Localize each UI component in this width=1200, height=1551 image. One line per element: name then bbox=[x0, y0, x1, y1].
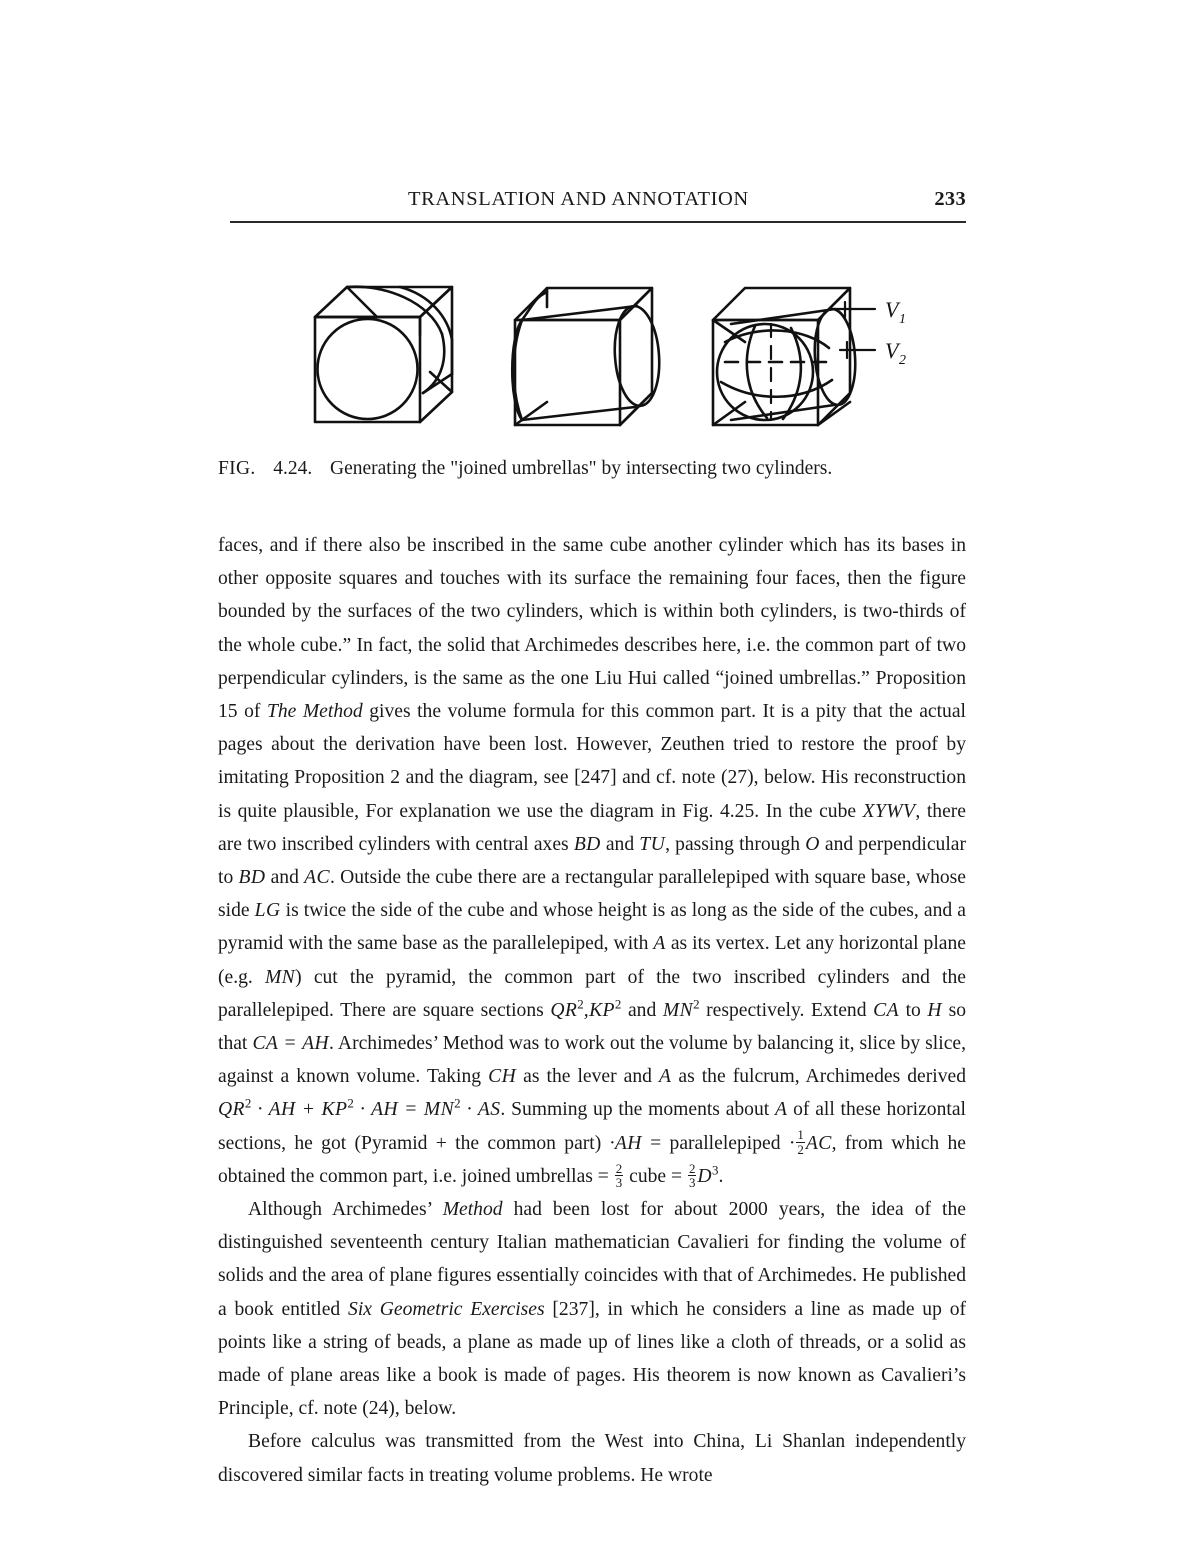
math-variable: · AS bbox=[460, 1099, 501, 1121]
text-run: had been lost for about 2000 years, the idea of the distinguished seventeenth century Italian mathematician Cavalieri for finding the volume of solids and the area of plane figures essentially coincides with that of Archimedes. He published a book entitled bbox=[218, 1199, 966, 1320]
math-variable: BD bbox=[238, 867, 266, 889]
body-text bbox=[218, 529, 966, 1492]
text-run: as the fulcrum, Archimedes derived bbox=[671, 1066, 967, 1088]
math-variable: MN bbox=[662, 999, 694, 1021]
title-italic: The Method bbox=[266, 701, 363, 723]
math-variable: , bbox=[583, 999, 590, 1021]
text-run: . Summing up the moments about bbox=[500, 1099, 775, 1121]
text-run: gives the volume formula for this common part. It is a pity that the actual pages about the derivation have been lost. However, Zeuthen tried to restore the proof by imitating Proposition 2 and the diagram, see [247] and cf. note (27), below. His reconstruction is quite plausible, For explanation we use the diagram in Fig. 4.25. In the cube bbox=[218, 701, 966, 822]
fraction-numerator: 2 bbox=[615, 1160, 623, 1176]
text-run: , from which he obtained the common part, i.e. joined umbrellas = bbox=[218, 1132, 967, 1187]
math-variable: · AH + KP bbox=[251, 1099, 348, 1121]
math-variable: TU bbox=[639, 833, 666, 855]
exponent: 2 bbox=[577, 996, 584, 1012]
figure-caption-text: Generating the "joined umbrellas" by intersecting two cylinders. bbox=[330, 458, 833, 479]
text-run: and bbox=[600, 833, 640, 855]
figure-4-24 bbox=[290, 262, 910, 442]
figure-caption bbox=[218, 458, 978, 480]
text-run: faces, and if there also be inscribed in the same cube another cylinder which has its bases in other opposite squares and touches with its surface the remaining four faces, then the figure bounded by the surfaces of the two cylinders, which is within both cylinders, is two-thirds of the whole cube.” In fact, the solid that Archimedes describes here, i.e. the common part of two perpendicular cylinders, is the same as the one Liu Hui called “joined umbrellas.” Proposition 15 of bbox=[218, 535, 966, 723]
text-run: so that bbox=[218, 999, 966, 1055]
text-run: = parallelepiped bbox=[641, 1132, 789, 1154]
math-variable: D bbox=[697, 1165, 712, 1187]
cube-with-vertical-cylinder bbox=[315, 287, 452, 422]
exponent: 2 bbox=[347, 1095, 354, 1111]
math-variable: A bbox=[658, 1066, 672, 1088]
cube-with-intersecting-cylinders bbox=[713, 288, 875, 425]
text-run: ) cut the pyramid, the common part of the two inscribed cylinders and the parallelepiped. There are square sections bbox=[218, 966, 966, 1021]
exponent: 2 bbox=[693, 996, 700, 1012]
fraction-denominator: 2 bbox=[797, 1141, 804, 1157]
fraction bbox=[796, 1128, 804, 1155]
text-run: of all these horizontal sections, he got (Pyramid + the common part) bbox=[218, 1099, 966, 1154]
paragraph bbox=[218, 1193, 966, 1425]
text-run: Before calculus was transmitted from the West into China, Li Shanlan independently discovered similar facts in treating volume problems. He wrote bbox=[218, 1431, 966, 1486]
text-run: . bbox=[718, 1165, 724, 1187]
text-run: and perpendicular to bbox=[218, 833, 967, 889]
math-variable: QR bbox=[550, 999, 578, 1021]
math-variable: BD bbox=[573, 833, 601, 855]
figure-illustration bbox=[290, 262, 910, 442]
text-run: , there are two inscribed cylinders with central axes bbox=[218, 800, 967, 855]
math-variable: LG bbox=[254, 900, 281, 922]
math-variable: AC bbox=[304, 867, 330, 889]
math-variable: KP bbox=[589, 999, 615, 1021]
exponent: 3 bbox=[711, 1162, 719, 1178]
text-run: . Outside the cube there are a rectangular parallelepiped with square base, whose side bbox=[218, 867, 966, 922]
running-head-rule bbox=[230, 221, 966, 223]
math-variable: ·AH bbox=[609, 1132, 642, 1154]
annotation-v2: V bbox=[885, 338, 899, 363]
text-run: as its vertex. Let any horizontal plane (e.g. bbox=[218, 933, 966, 988]
math-variable: O bbox=[805, 833, 820, 855]
math-variable: H bbox=[927, 999, 942, 1021]
exponent: 2 bbox=[454, 1095, 461, 1111]
math-variable: XYWV bbox=[862, 800, 916, 822]
fraction-denominator: 3 bbox=[615, 1174, 623, 1190]
figure-label: FIG. bbox=[218, 458, 256, 479]
math-variable: A bbox=[653, 933, 666, 955]
text-run: [237], in which he considers a line as made up of points like a string of beads, a plane as made up of lines like a cloth of threads, or a solid as made of plane areas like a book is made of pages. His theorem is now known as Cavalieri’s Principle, cf. note (24), below. bbox=[218, 1298, 967, 1420]
text-run: and bbox=[265, 867, 305, 889]
annotation-v1-subscript: 1 bbox=[899, 312, 906, 327]
cube-with-horizontal-cylinder bbox=[512, 288, 662, 425]
fraction-numerator: 2 bbox=[688, 1160, 696, 1176]
text-run: respectively. Extend bbox=[699, 999, 874, 1021]
math-variable: A bbox=[774, 1099, 788, 1121]
fraction bbox=[688, 1162, 696, 1189]
text-run: , passing through bbox=[665, 833, 806, 855]
math-variable: AC bbox=[805, 1132, 832, 1154]
text-run: cube = bbox=[624, 1165, 687, 1187]
title-italic: Six Geometric Exercises bbox=[348, 1298, 545, 1320]
text-run: · bbox=[788, 1132, 796, 1154]
annotation-v2-subscript: 2 bbox=[899, 353, 906, 368]
fraction-denominator: 3 bbox=[688, 1174, 696, 1190]
math-variable: CH bbox=[488, 1066, 517, 1088]
annotation-v1: V bbox=[885, 297, 899, 322]
fraction bbox=[615, 1162, 623, 1189]
math-variable: MN bbox=[264, 966, 296, 988]
math-variable: CA = AH bbox=[252, 1033, 330, 1055]
title-italic: Method bbox=[442, 1199, 503, 1221]
figure-number: 4.24. bbox=[273, 458, 313, 479]
text-run: as the lever and bbox=[516, 1066, 659, 1088]
text-run: is twice the side of the cube and whose height is as long as the side of the cubes, and a pyramid with the same base as the parallelepiped, with bbox=[218, 900, 966, 955]
math-variable: CA bbox=[873, 999, 899, 1021]
text-run: . Archimedes’ Method was to work out the volume by balancing it, slice by slice, against a known volume. Taking bbox=[218, 1033, 966, 1088]
paragraph bbox=[218, 529, 966, 1193]
page-number: 233 bbox=[934, 188, 966, 210]
running-head-title: TRANSLATION AND ANNOTATION bbox=[408, 188, 749, 210]
exponent: 2 bbox=[614, 996, 622, 1012]
math-variable: · AH = MN bbox=[353, 1099, 455, 1121]
text-run: to bbox=[898, 999, 928, 1021]
paragraph bbox=[218, 1425, 966, 1491]
exponent: 2 bbox=[244, 1095, 252, 1111]
running-head bbox=[230, 188, 966, 211]
text-run: Although Archimedes’ bbox=[248, 1199, 443, 1221]
fraction-numerator: 1 bbox=[797, 1127, 804, 1143]
text-run: and bbox=[621, 999, 663, 1021]
math-variable: QR bbox=[218, 1099, 245, 1121]
